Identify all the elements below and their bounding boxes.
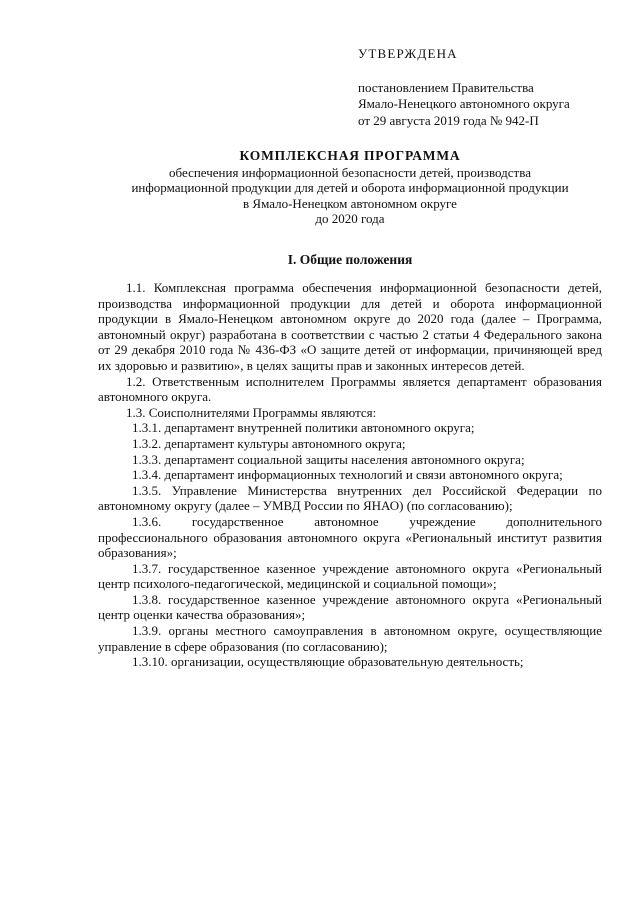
list-item-1-3-6: 1.3.6. государственное автономное учреждение дополнительного профессионального образования автономного округа «Региональный институт развития образования»; <box>98 513 602 561</box>
subtitle-line-3: в Ямало-Ненецком автономном округе <box>243 195 457 211</box>
paragraph-1-1: 1.1. Комплексная программа обеспечения информационной безопасности детей, производства информационной продукции для детей и оборота информационной продукции в Ямало-Ненецком автономном округе до 2020 года (далее – Программа, автономный округ) разработана в соответствии с частью 2 статьи 4 Федерального закона от 29 декабря 2010 года № 436-ФЗ «О защите детей от информации, причиняющей вред их здоровью и развитию», в целях защиты прав и законных интересов детей. <box>98 280 602 373</box>
paragraph-1-2: 1.2. Ответственным исполнителем Программы является департамент образования автономного округа. <box>98 373 602 405</box>
list-item-1-3-1: 1.3.1. департамент внутренней политики автономного округа; <box>132 420 475 436</box>
list-item-1-3-4: 1.3.4. департамент информационных технологий и связи автономного округа; <box>132 467 563 483</box>
list-item-1-3-8: 1.3.8. государственное казенное учреждение автономного округа «Региональный центр оценки качества образования»; <box>98 591 602 623</box>
list-item-1-3-5: 1.3.5. Управление Министерства внутренних дел Российской Федерации по автономному округу (далее – УМВД России по ЯНАО) (по согласованию); <box>98 482 602 514</box>
list-item-1-3-7: 1.3.7. государственное казенное учреждение автономного округа «Региональный центр психолого-педагогической, медицинской и социальной помощи»; <box>98 560 602 592</box>
paragraph-1-3: 1.3. Соисполнителями Программы являются: <box>126 404 377 420</box>
list-item-1-3-9: 1.3.9. органы местного самоуправления в автономном округе, осуществляющие управление в сфере образования (по согласованию); <box>98 623 602 654</box>
list-item-1-3-3: 1.3.3. департамент социальной защиты населения автономного округа; <box>132 451 525 467</box>
subtitle-line-4: до 2020 года <box>315 211 385 226</box>
section-heading: I. Общие положения <box>287 252 413 267</box>
list-item-1-3-2: 1.3.2. департамент культуры автономного округа; <box>132 435 406 451</box>
approval-heading: УТВЕРЖДЕНА <box>358 46 458 61</box>
document-body <box>98 280 602 670</box>
document-title: КОМПЛЕКСНАЯ ПРОГРАММА <box>239 148 461 163</box>
approval-line-1: постановлением Правительства <box>358 79 534 95</box>
subtitle-line-2: информационной продукции для детей и оборота информационной продукции <box>131 180 569 195</box>
approval-line-3: от 29 августа 2019 года № 942-П <box>358 112 539 128</box>
list-item-1-3-10: 1.3.10. организации, осуществляющие образовательную деятельность; <box>132 654 524 670</box>
approval-stamp <box>358 46 618 129</box>
subtitle-line-1: обеспечения информационной безопасности детей, производства <box>169 164 531 180</box>
document-title-block <box>88 148 612 227</box>
approval-line-2: Ямало-Ненецкого автономного округа <box>358 96 570 111</box>
